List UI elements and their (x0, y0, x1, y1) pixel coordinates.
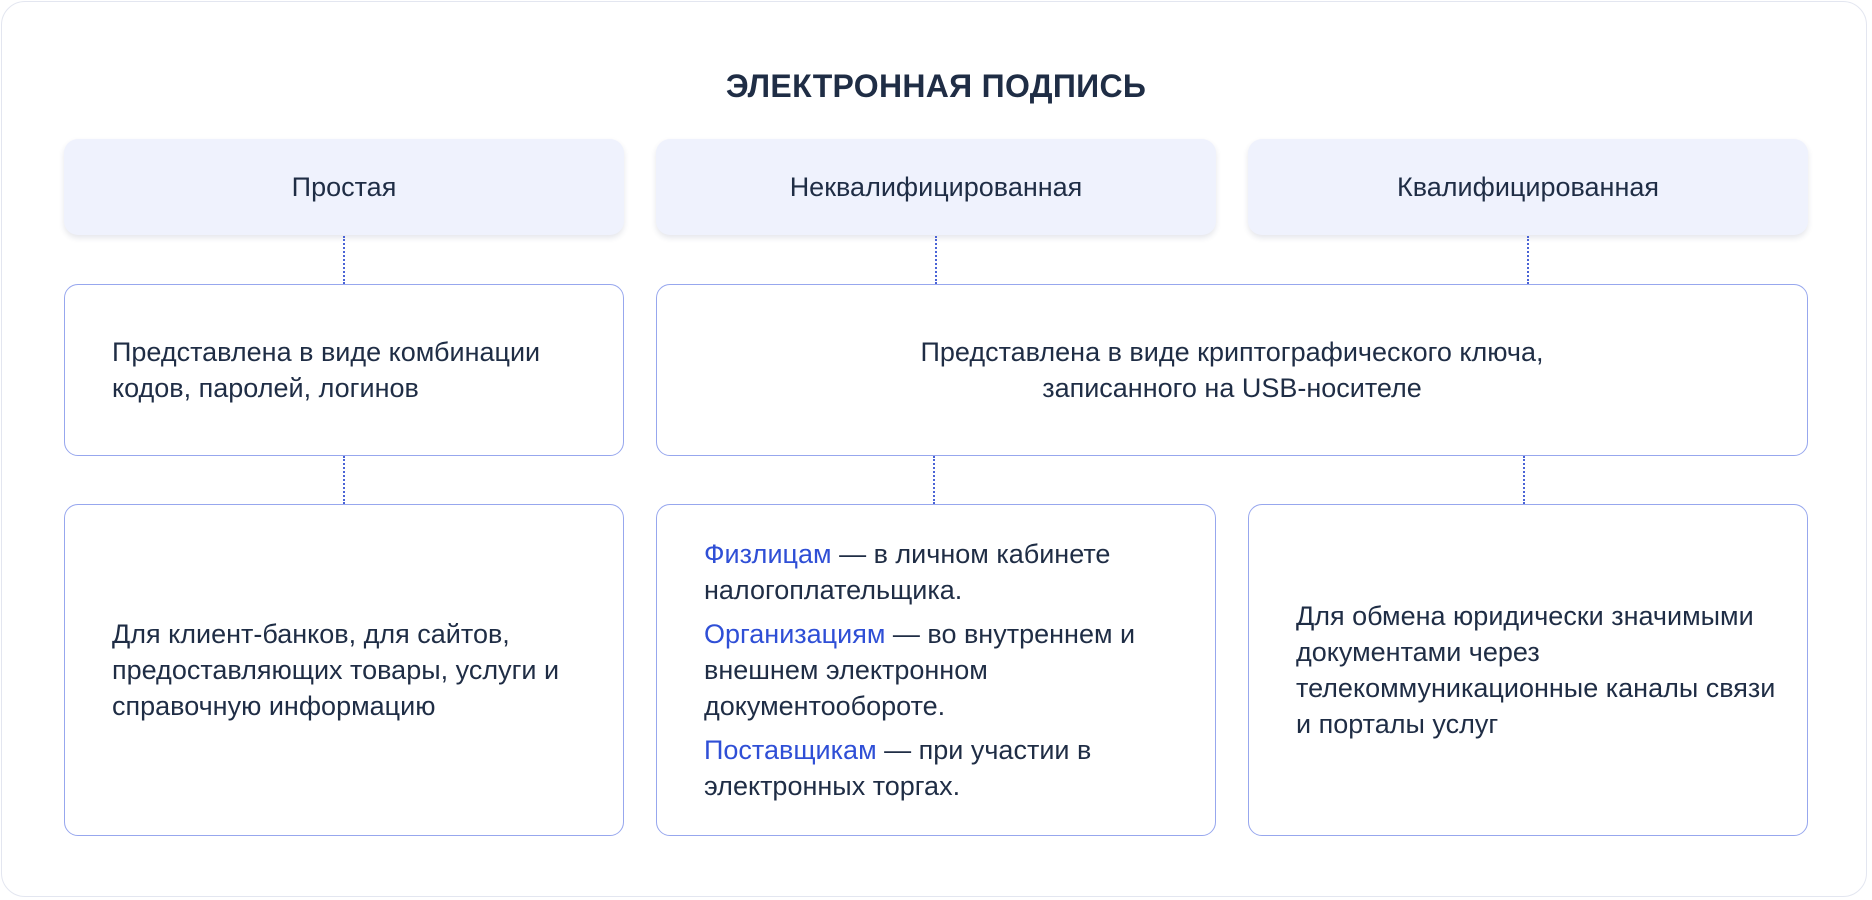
form-text-simple: Представлена в виде комбинации кодов, паролей, логинов (112, 337, 541, 403)
connector-unqualified-top (935, 236, 937, 284)
connector-qualified-bottom (1523, 456, 1525, 504)
usage-box-simple (64, 504, 624, 836)
usage-text-simple: Для клиент-банков, для сайтов, предоставляющих товары, услуги и справочную информацию (112, 619, 560, 721)
usage-item-text: — при участии в электронных торгах. (704, 735, 1092, 801)
usage-text-qualified: Для обмена юридически значимыми документами через телекоммуникационные каналы связи и порталы услуг (1296, 601, 1776, 739)
usage-box-qualified (1248, 504, 1808, 836)
usage-item-text: — во внутреннем и внешнем электронном документообороте. (704, 619, 1136, 721)
diagram-title: ЭЛЕКТРОННАЯ ПОДПИСЬ (725, 68, 1147, 104)
usage-item-recipient: Поставщикам (704, 735, 877, 765)
usage-list-unqualified (657, 536, 1215, 804)
type-header-simple: Простая (64, 139, 624, 235)
usage-item (704, 732, 1175, 804)
usage-item-text: — в личном кабинете налогоплательщика. (704, 539, 1111, 605)
usage-item (704, 536, 1175, 608)
connector-qualified-top (1527, 236, 1529, 284)
type-header-unqualified: Неквалифицированная (656, 139, 1216, 235)
form-box-simple (64, 284, 624, 456)
connector-simple-top (343, 236, 345, 284)
form-text-crypto-line2: записанного на USB-носителе (1042, 373, 1422, 403)
type-header-qualified: Квалифицированная (1248, 139, 1808, 235)
usage-item (704, 616, 1175, 724)
usage-box-unqualified (656, 504, 1216, 836)
form-text-crypto-line1: Представлена в виде криптографического ключа, (920, 337, 1544, 367)
usage-item-recipient: Физлицам (704, 539, 832, 569)
form-box-crypto (656, 284, 1808, 456)
connector-unqualified-bottom (933, 456, 935, 504)
form-text-crypto (900, 334, 1563, 406)
connector-simple-bottom (343, 456, 345, 504)
usage-item-recipient: Организациям (704, 619, 886, 649)
